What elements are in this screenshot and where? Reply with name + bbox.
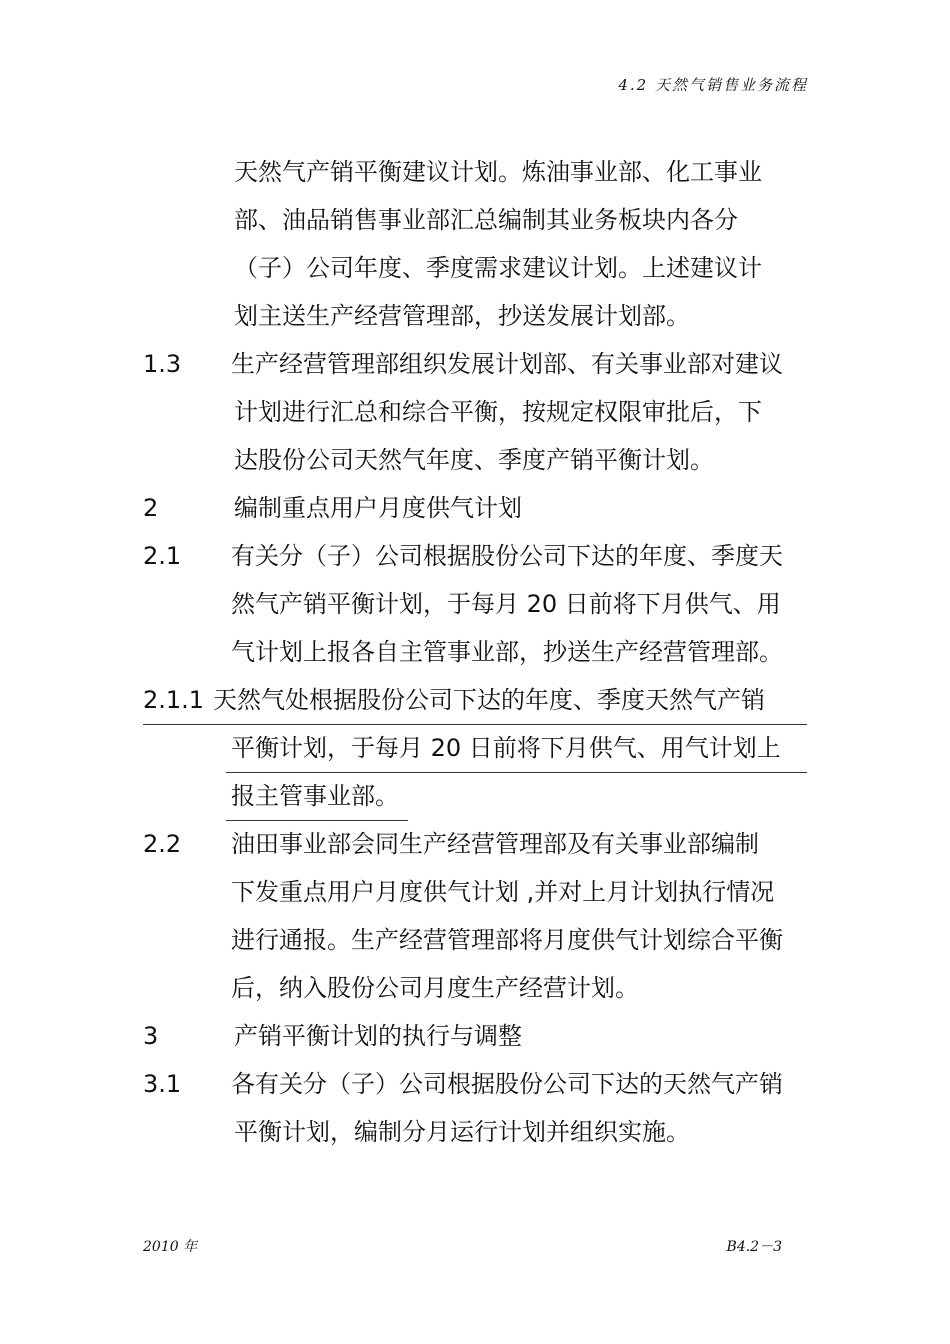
section-line: 后，纳入股份公司月度生产经营计划。 — [231, 974, 639, 1002]
inserted-line: 平衡计划，于每月 20 日前将下月供气、用气计划上 — [231, 734, 781, 762]
section-heading: 产销平衡计划的执行与调整 — [234, 1022, 522, 1050]
section-line: 计划进行汇总和综合平衡，按规定权限审批后，下 — [234, 398, 762, 426]
section-number: 2.1.1 — [143, 686, 205, 714]
section-number: 1.3 — [143, 350, 182, 378]
revision-underline — [143, 724, 807, 725]
section-line: 达股份公司天然气年度、季度产销平衡计划。 — [234, 446, 714, 474]
page-header-title: 4.2 天然气销售业务流程 — [618, 76, 808, 94]
section-line: 进行通报。生产经营管理部将月度供气计划综合平衡 — [231, 926, 783, 954]
paragraph-line: 划主送生产经营管理部，抄送发展计划部。 — [234, 302, 690, 330]
section-line: 然气产销平衡计划，于每月 20 日前将下月供气、用 — [231, 590, 781, 618]
footer-year: 2010 年 — [143, 1239, 198, 1255]
section-number: 3.1 — [143, 1070, 182, 1098]
inserted-line: 报主管事业部。 — [231, 782, 399, 810]
revision-underline — [226, 820, 408, 821]
section-number: 2.2 — [143, 830, 182, 858]
section-line: 油田事业部会同生产经营管理部及有关事业部编制 — [231, 830, 759, 858]
section-line: 下发重点用户月度供气计划 ,并对上月计划执行情况 — [231, 878, 775, 906]
section-number: 2.1 — [143, 542, 182, 570]
section-line: 生产经营管理部组织发展计划部、有关事业部对建议 — [231, 350, 783, 378]
section-line: 平衡计划，编制分月运行计划并组织实施。 — [234, 1118, 690, 1146]
footer-page-number: B4.2－3 — [726, 1239, 782, 1255]
paragraph-line: 部、油品销售事业部汇总编制其业务板块内各分 — [234, 206, 738, 234]
section-line: 气计划上报各自主管事业部，抄送生产经营管理部。 — [231, 638, 783, 666]
inserted-line: 天然气处根据股份公司下达的年度、季度天然气产销 — [213, 686, 765, 714]
section-heading: 编制重点用户月度供气计划 — [234, 494, 522, 522]
section-number: 3 — [143, 1022, 159, 1050]
section-number: 2 — [143, 494, 159, 522]
paragraph-line: （子）公司年度、季度需求建议计划。上述建议计 — [234, 254, 762, 282]
section-line: 有关分（子）公司根据股份公司下达的年度、季度天 — [231, 542, 783, 570]
revision-underline — [226, 772, 807, 773]
section-line: 各有关分（子）公司根据股份公司下达的天然气产销 — [231, 1070, 783, 1098]
paragraph-line: 天然气产销平衡建议计划。炼油事业部、化工事业 — [234, 158, 762, 186]
